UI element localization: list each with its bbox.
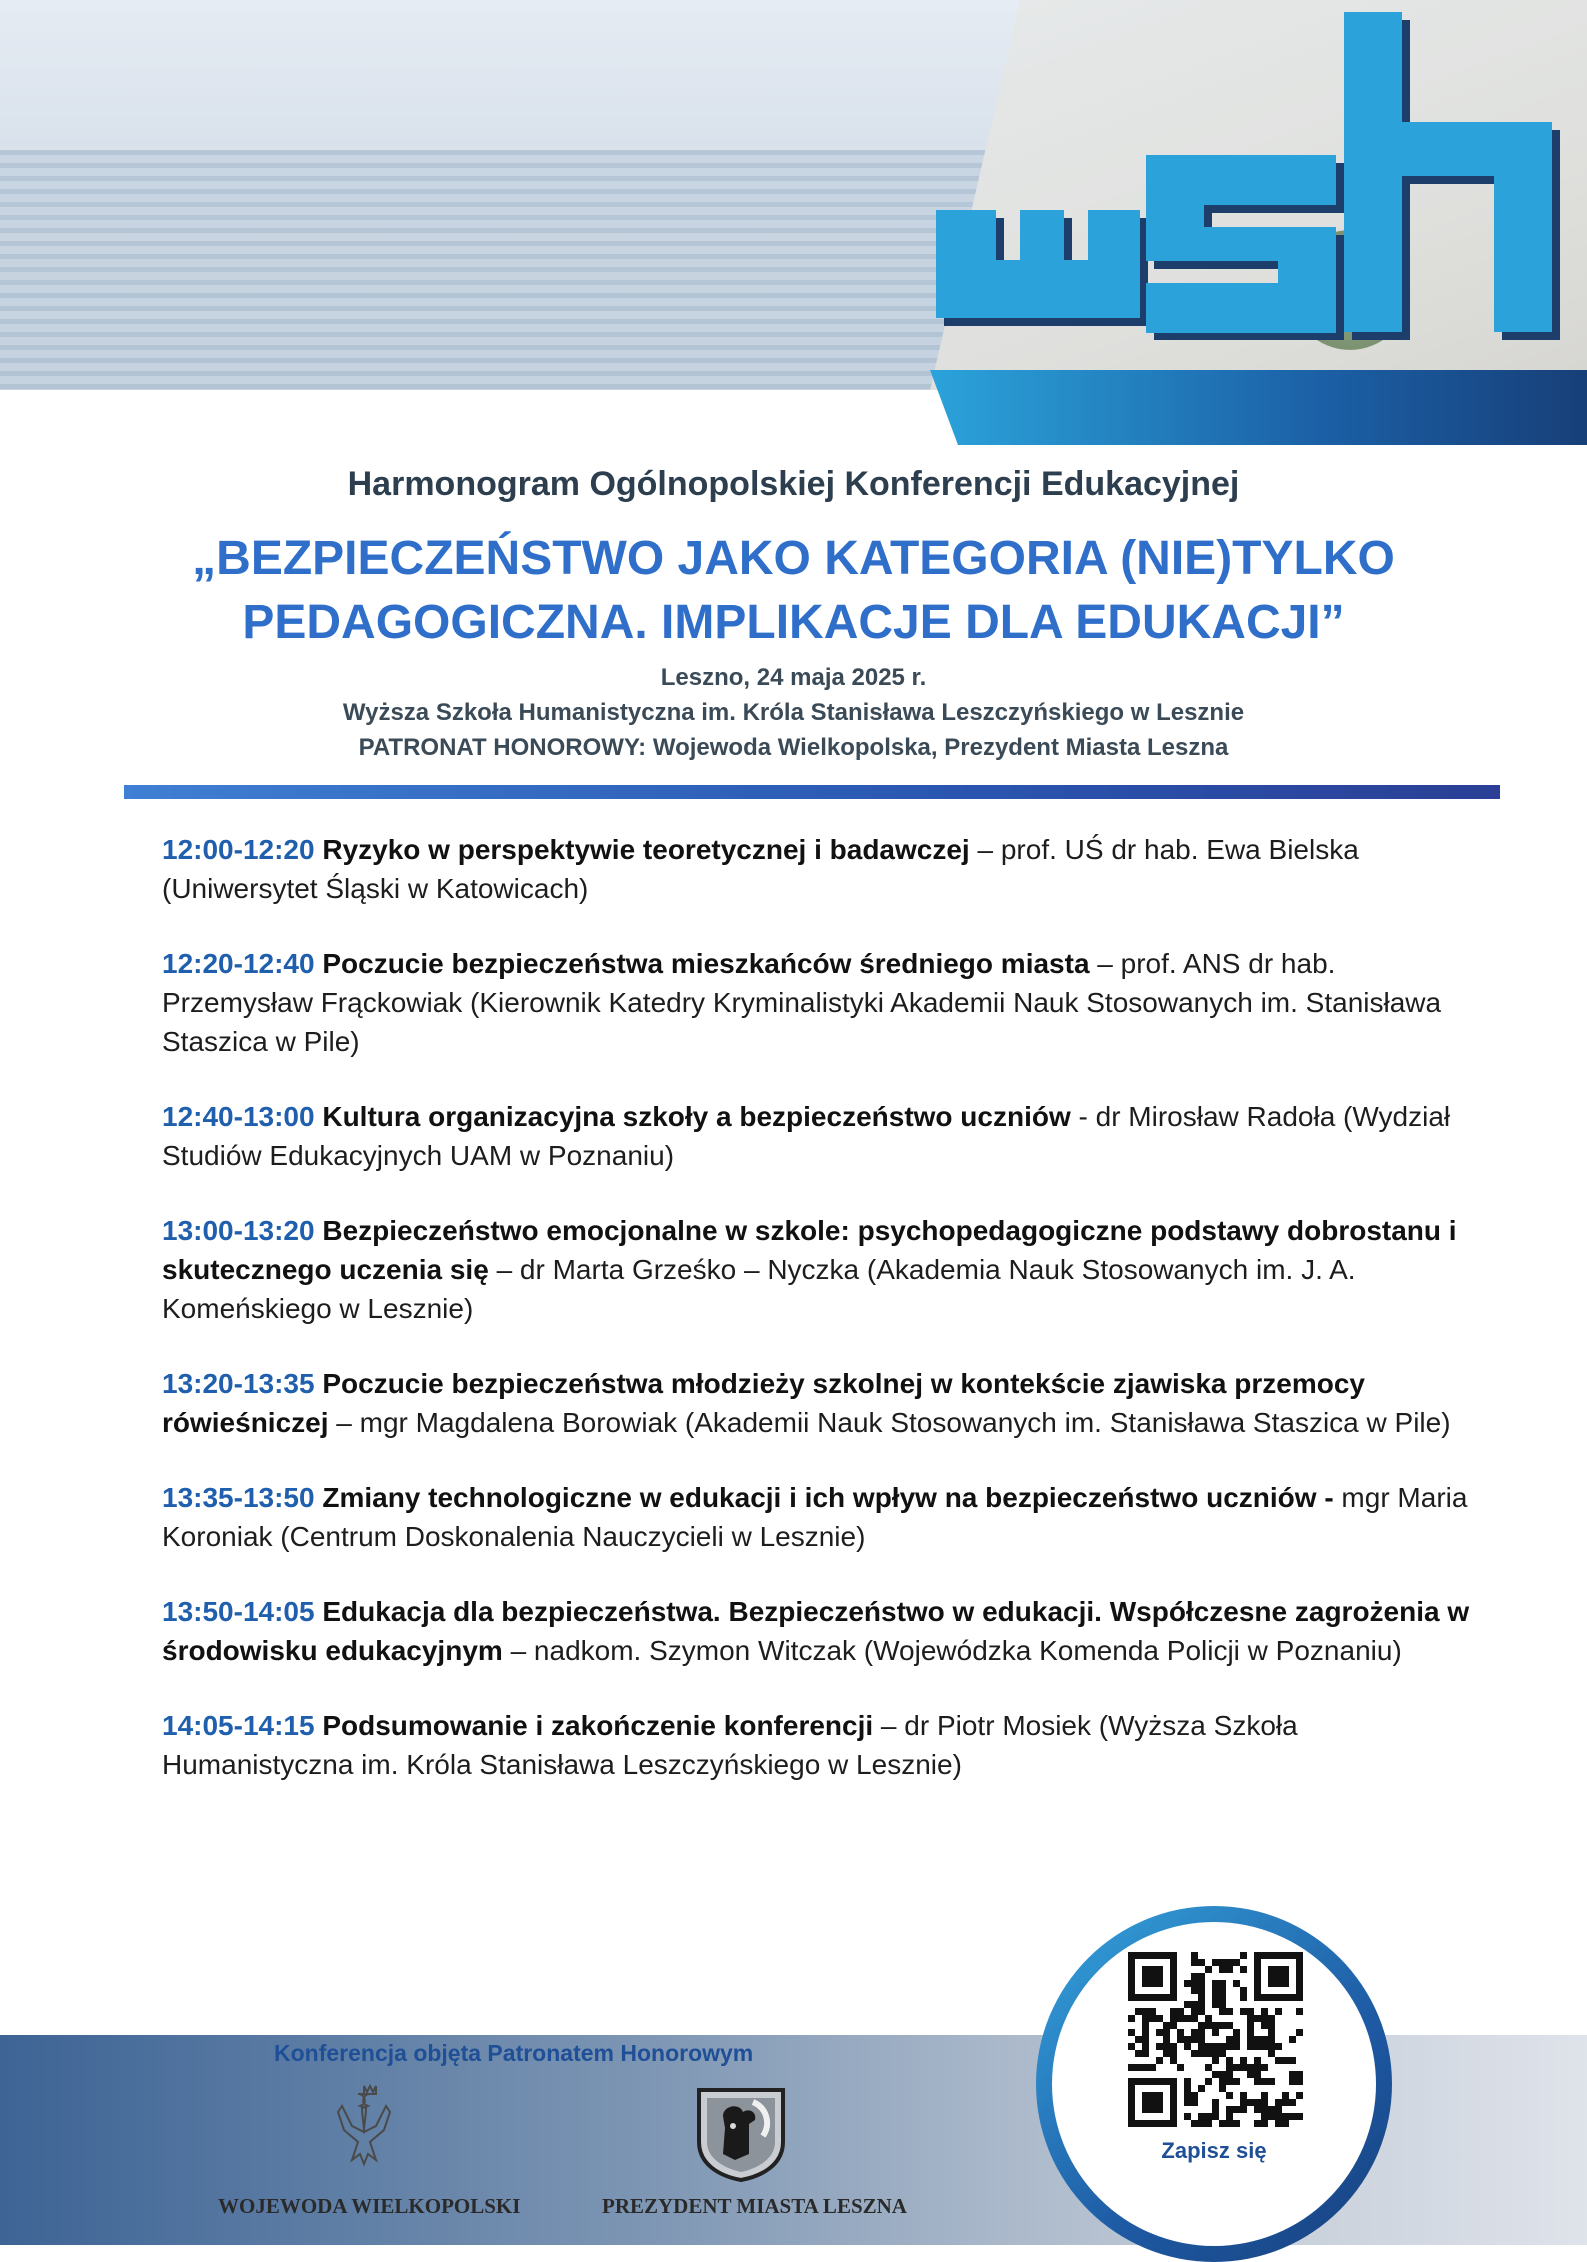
agenda-title: Poczucie bezpieczeństwa mieszkańców średniego miasta bbox=[322, 948, 1090, 979]
agenda-speaker: – nadkom. Szymon Witczak (Wojewódzka Komenda Policji w Poznaniu) bbox=[502, 1635, 1402, 1666]
agenda-title: Kultura organizacyjna szkoły a bezpieczeństwo uczniów bbox=[322, 1101, 1071, 1132]
date-place: Leszno, 24 maja 2025 r. bbox=[660, 664, 927, 691]
agenda-title: Edukacja dla bezpieczeństwa. Bezpieczeństwo w edukacji. Współczesne zagrożenia w środowisku edukacyjnym bbox=[162, 1596, 1470, 1666]
agenda-item bbox=[162, 1364, 1492, 1442]
wsh-logo bbox=[930, 10, 1570, 340]
blue-accent-band bbox=[930, 370, 1587, 445]
agenda-item bbox=[162, 1706, 1492, 1784]
agenda-speaker: – dr Marta Grześko – Nyczka (Akademia Nauk Stosowanych im. J. A. Komeńskiego w Lesznie) bbox=[162, 1254, 1356, 1324]
host-institution: Wyższa Szkoła Humanistyczna im. Króla Stanisława Leszczyńskiego w Lesznie bbox=[342, 699, 1245, 726]
agenda-title: Zmiany technologiczne w edukacji i ich wpływ na bezpieczeństwo uczniów - bbox=[322, 1482, 1334, 1513]
honorary-patronage: PATRONAT HONOROWY: Wojewoda Wielkopolska, Prezydent Miasta Leszna bbox=[358, 734, 1229, 761]
agenda-item bbox=[162, 1211, 1492, 1328]
eagle-emblem-icon bbox=[330, 2080, 410, 2180]
agenda-title: Ryzyko w perspektywie teoretycznej i badawczej bbox=[322, 834, 970, 865]
agenda-speaker: – prof. ANS dr hab. Przemysław Frąckowiak (Kierownik Katedry Kryminalistyki Akademii Nauk Stosowanych im. Stanisława Staszica w Pile) bbox=[162, 948, 1442, 1057]
patronage-caption: Konferencja objęta Patronatem Honorowym bbox=[274, 2040, 754, 2066]
agenda-time: 12:20-12:40 bbox=[162, 948, 315, 979]
agenda-time: 13:35-13:50 bbox=[162, 1482, 315, 1513]
agenda-item bbox=[162, 1097, 1492, 1175]
agenda-item bbox=[162, 830, 1492, 908]
register-label[interactable]: Zapisz się bbox=[1161, 2138, 1267, 2163]
agenda-speaker: - dr Mirosław Radoła (Wydział Studiów Edukacyjnych UAM w Poznaniu) bbox=[162, 1101, 1451, 1171]
title-line-2: PEDAGOGICZNA. IMPLIKACJE DLA EDUKACJI” bbox=[242, 596, 1345, 649]
qr-code-icon[interactable] bbox=[1128, 1952, 1303, 2127]
pre-title: Harmonogram Ogólnopolskiej Konferencji Edukacyjnej bbox=[347, 465, 1240, 503]
agenda-speaker: – mgr Magdalena Borowiak (Akademii Nauk Stosowanych im. Stanisława Staszica w Pile) bbox=[328, 1407, 1451, 1438]
leszno-coat-of-arms-icon bbox=[693, 2082, 789, 2182]
agenda-time: 13:50-14:05 bbox=[162, 1596, 315, 1627]
patron-mayor-label: PREZYDENT MIASTA LESZNA bbox=[602, 2194, 907, 2218]
agenda-time: 12:40-13:00 bbox=[162, 1101, 315, 1132]
agenda-time: 13:00-13:20 bbox=[162, 1215, 315, 1246]
agenda-title: Poczucie bezpieczeństwa młodzieży szkolnej w kontekście zjawiska przemocy rówieśniczej bbox=[162, 1368, 1365, 1438]
patron-voivode-label: WOJEWODA WIELKOPOLSKI bbox=[218, 2194, 521, 2218]
agenda-title: Bezpieczeństwo emocjonalne w szkole: psychopedagogiczne podstawy dobrostanu i skutecznego uczenia się bbox=[162, 1215, 1457, 1285]
title-divider bbox=[124, 785, 1500, 799]
agenda-time: 13:20-13:35 bbox=[162, 1368, 315, 1399]
agenda-speaker: – prof. UŚ dr hab. Ewa Bielska (Uniwersytet Śląski w Katowicach) bbox=[162, 834, 1359, 904]
title-line-1: „BEZPIECZEŃSTWO JAKO KATEGORIA (NIE)TYLKO bbox=[192, 532, 1395, 585]
agenda-item bbox=[162, 1478, 1492, 1556]
agenda-time: 12:00-12:20 bbox=[162, 834, 315, 865]
agenda-time: 14:05-14:15 bbox=[162, 1710, 315, 1741]
agenda-speaker: – dr Piotr Mosiek (Wyższa Szkoła Humanistyczna im. Króla Stanisława Leszczyńskiego w Lesznie) bbox=[162, 1710, 1298, 1780]
agenda-item bbox=[162, 1592, 1492, 1670]
conference-title bbox=[150, 527, 1437, 655]
agenda-title: Podsumowanie i zakończenie konferencji bbox=[322, 1710, 874, 1741]
agenda-list bbox=[162, 830, 1492, 1820]
agenda-item bbox=[162, 944, 1492, 1061]
agenda-speaker: mgr Maria Koroniak (Centrum Doskonalenia Nauczycieli w Lesznie) bbox=[162, 1482, 1468, 1552]
